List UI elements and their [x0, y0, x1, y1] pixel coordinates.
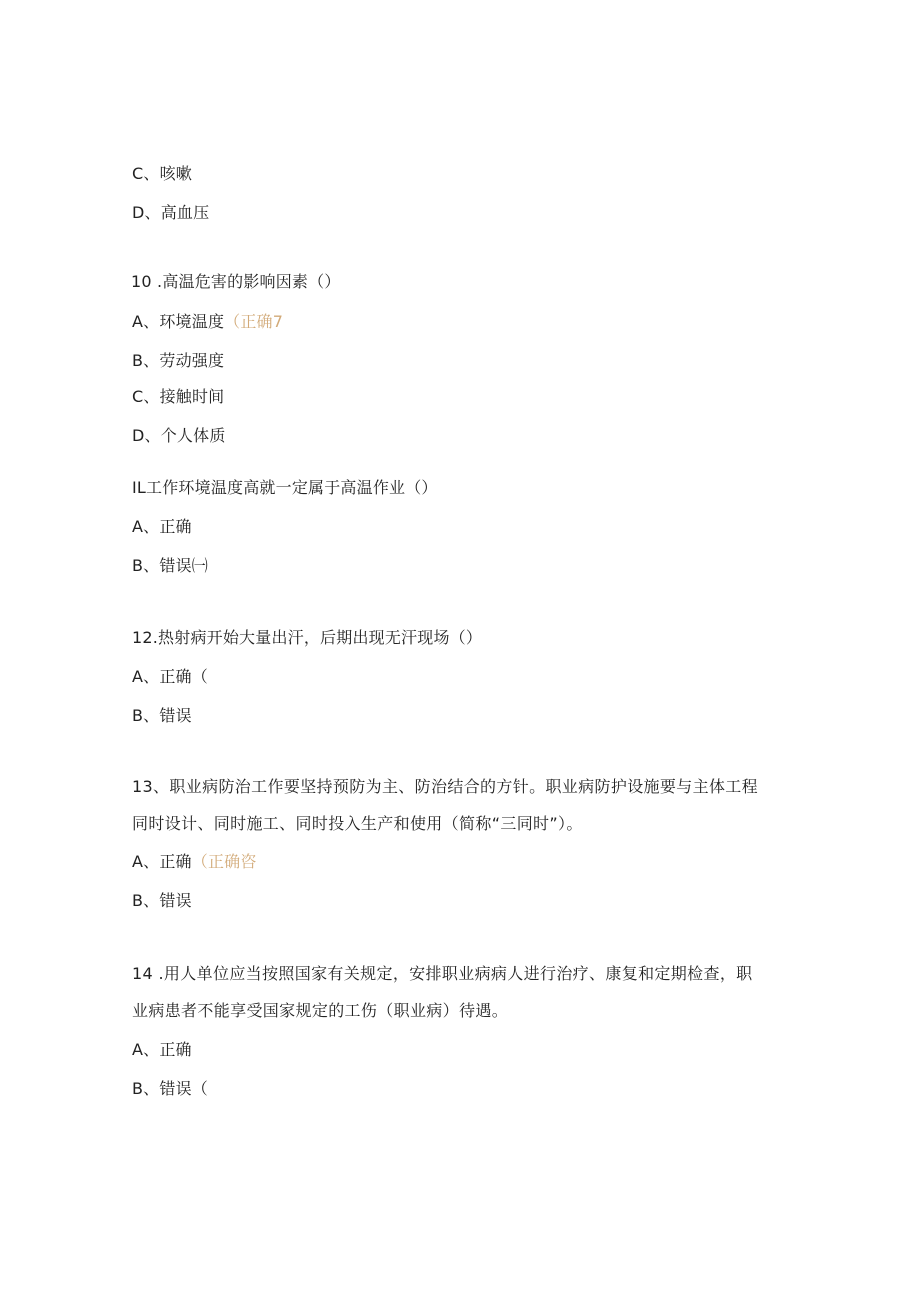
q10-answer-annotation: （正确7	[224, 312, 284, 331]
q13-option-a-label: A、正确	[132, 852, 192, 871]
q13-option-b: B、错误	[132, 891, 192, 910]
q11-option-b: B、错误㈠	[132, 556, 208, 575]
q13-answer-annotation: （正确咨	[191, 852, 257, 871]
q14-option-a: A、正确	[132, 1040, 192, 1059]
q13-stem-line1: 13、职业病防治工作要坚持预防为主、防治结合的方针。职业病防护设施要与主体工程	[132, 777, 759, 796]
q10-option-a-label: A、环境温度	[132, 312, 225, 331]
q12-option-a: A、正确（	[132, 667, 208, 686]
q12-option-b: B、错误	[132, 706, 192, 725]
q10-option-c: C、接触时间	[132, 387, 225, 406]
q10-option-b: B、劳动强度	[132, 351, 225, 370]
q11-stem: IL工作环境温度高就一定属于高温作业（）	[132, 478, 438, 497]
q10-option-a	[132, 312, 283, 332]
q10-option-d: D、个人体质	[132, 426, 226, 445]
q14-stem-line1: 14 .用人单位应当按照国家有关规定，安排职业病病人进行治疗、康复和定期检查，职	[132, 964, 753, 983]
q13-stem-line2: 同时设计、同时施工、同时投入生产和使用（简称“三同时”）。	[132, 814, 583, 833]
q13-option-a	[132, 852, 257, 872]
q14-stem-line2: 业病患者不能享受国家规定的工伤（职业病）待遇。	[132, 1001, 509, 1020]
q11-option-a: A、正确	[132, 517, 192, 536]
q12-stem: 12.热射病开始大量出汗，后期出现无汗现场（）	[132, 628, 483, 647]
q10-stem: 10 .高温危害的影响因素（）	[131, 272, 341, 291]
q9-option-d: D、高血压	[132, 203, 210, 222]
q14-option-b: B、错误（	[132, 1079, 208, 1098]
q9-option-c: C、咳嗽	[132, 164, 192, 183]
